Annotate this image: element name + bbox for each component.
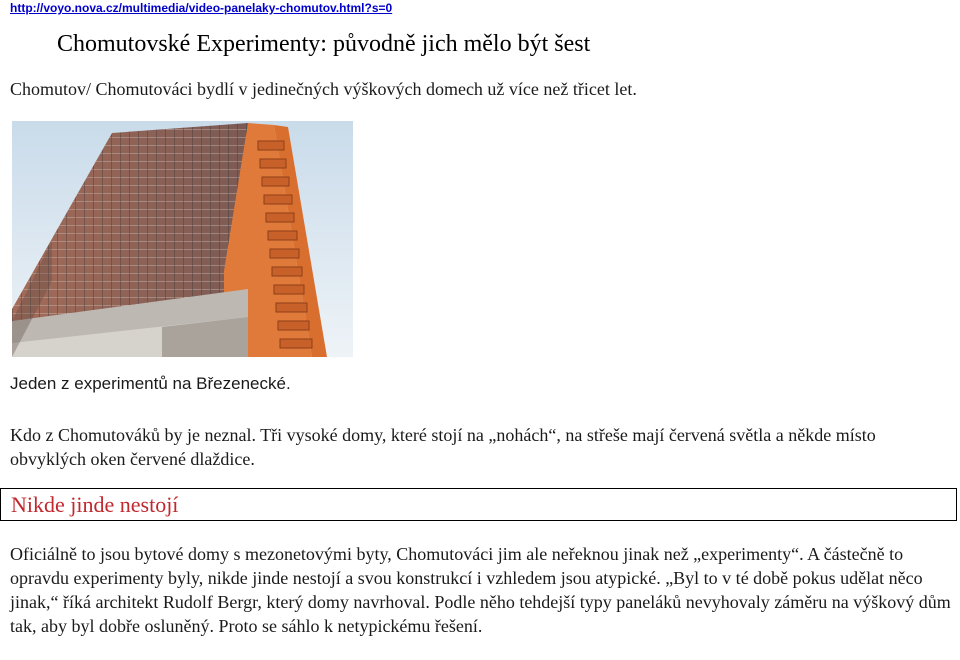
photo-caption: Jeden z experimentů na Březenecké.: [10, 374, 291, 393]
source-url-link[interactable]: http://voyo.nova.cz/multimedia/video-panelaky-chomutov.html?s=0: [10, 1, 393, 15]
subtitle: Chomutov/ Chomutováci bydlí v jedinečných výškových domech už více než třicet let.: [10, 79, 637, 99]
intro-paragraph: Kdo z Chomutováků by je neznal. Tři vysoké domy, které stojí na „nohách“, na střeše mají červená světla a někde místo obvyklých oken červené dlaždice.: [10, 425, 876, 469]
page-title: Chomutovské Experimenty: původně jich mělo být šest: [57, 31, 591, 57]
section-heading: Nikde jinde nestojí: [11, 492, 179, 517]
building-photo: [12, 121, 353, 357]
body-paragraph: Oficiálně to jsou bytové domy s mezonetovými byty, Chomutováci jim ale neřeknou jinak než „experimenty“. A částečně to opravdu experimenty byly, nikde jinde nestojí a svou konstrukcí i vzhledem jsou atypické. „Byl to v té době pokus udělat něco jinak,“ říká architekt Rudolf Bergr, který domy navrhoval. Podle něho tehdejší typy paneláků nevyhovaly záměru na výškový dům tak, aby byl dobře osluněný. Proto se sáhlo k netypickému řešení.: [10, 544, 951, 636]
section-heading-box: [0, 488, 957, 521]
